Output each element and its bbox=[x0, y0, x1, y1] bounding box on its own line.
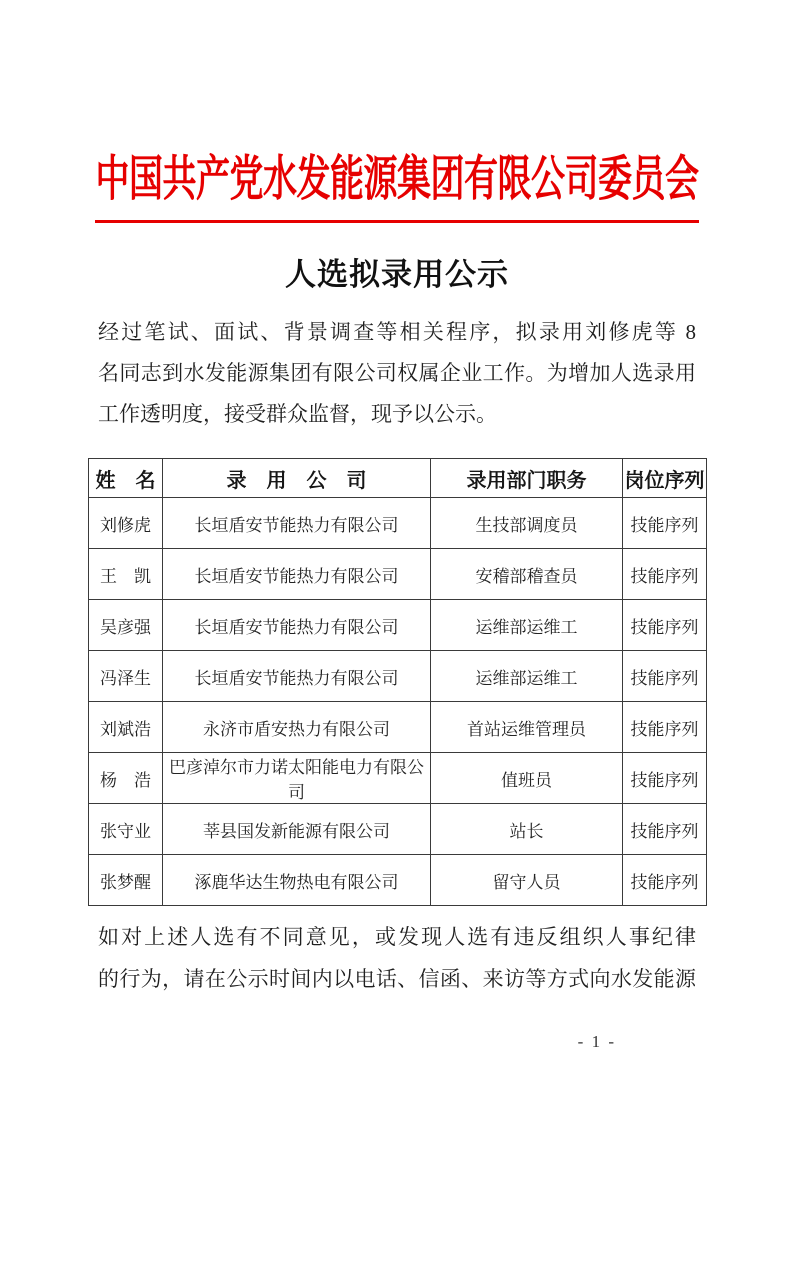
company-cell: 永济市盾安热力有限公司 bbox=[163, 702, 431, 753]
intro-paragraph bbox=[98, 312, 696, 435]
outro-paragraph bbox=[98, 916, 696, 1000]
page-number: - 1 - bbox=[577, 1032, 616, 1051]
name-cell: 张守业 bbox=[89, 804, 163, 855]
name-cell: 冯泽生 bbox=[89, 651, 163, 702]
paragraph-line: 如对上述人选有不同意见，或发现人选有违反组织人事纪律 bbox=[98, 925, 696, 949]
table-row bbox=[89, 651, 707, 702]
sequence-cell: 技能序列 bbox=[623, 702, 707, 753]
company-cell: 长垣盾安节能热力有限公司 bbox=[163, 498, 431, 549]
table-row bbox=[89, 855, 707, 906]
header-name: 姓 名 bbox=[89, 459, 163, 498]
sequence-cell: 技能序列 bbox=[623, 498, 707, 549]
table-row bbox=[89, 753, 707, 804]
sequence-cell: 技能序列 bbox=[623, 753, 707, 804]
name-cell: 刘修虎 bbox=[89, 498, 163, 549]
sequence-cell: 技能序列 bbox=[623, 549, 707, 600]
position-cell: 安稽部稽查员 bbox=[431, 549, 623, 600]
sequence-cell: 技能序列 bbox=[623, 855, 707, 906]
header-company: 录 用 公 司 bbox=[163, 459, 431, 498]
sequence-cell: 技能序列 bbox=[623, 651, 707, 702]
table-row bbox=[89, 600, 707, 651]
position-cell: 生技部调度员 bbox=[431, 498, 623, 549]
doc-title: 人选拟录用公示 bbox=[285, 257, 509, 292]
name-cell: 王 凯 bbox=[89, 549, 163, 600]
sequence-cell: 技能序列 bbox=[623, 600, 707, 651]
position-cell: 留守人员 bbox=[431, 855, 623, 906]
document-page bbox=[88, 145, 706, 1052]
table-row bbox=[89, 498, 707, 549]
position-cell: 运维部运维工 bbox=[431, 651, 623, 702]
company-cell: 长垣盾安节能热力有限公司 bbox=[163, 549, 431, 600]
sequence-cell: 技能序列 bbox=[623, 804, 707, 855]
org-title: 中国共产党水发能源集团有限公司委员会 bbox=[95, 154, 699, 207]
company-cell: 莘县国发新能源有限公司 bbox=[163, 804, 431, 855]
header-position: 录用部门职务 bbox=[431, 459, 623, 498]
table-row bbox=[89, 549, 707, 600]
company-cell: 巴彦淖尔市力诺太阳能电力有限公司 bbox=[163, 753, 431, 804]
table-row bbox=[89, 702, 707, 753]
position-cell: 站长 bbox=[431, 804, 623, 855]
table-header-row bbox=[89, 459, 707, 498]
company-cell: 涿鹿华达生物热电有限公司 bbox=[163, 855, 431, 906]
table-body bbox=[89, 498, 707, 906]
position-cell: 首站运维管理员 bbox=[431, 702, 623, 753]
name-cell: 张梦醒 bbox=[89, 855, 163, 906]
paragraph-line: 工作透明度，接受群众监督，现予以公示。 bbox=[98, 402, 497, 426]
header-sequence: 岗位序列 bbox=[623, 459, 707, 498]
position-cell: 运维部运维工 bbox=[431, 600, 623, 651]
paragraph-line: 名同志到水发能源集团有限公司权属企业工作。为增加人选录用 bbox=[98, 361, 696, 385]
paragraph-line: 的行为，请在公示时间内以电话、信函、来访等方式向水发能源 bbox=[98, 967, 696, 991]
company-cell: 长垣盾安节能热力有限公司 bbox=[163, 651, 431, 702]
hiring-table bbox=[88, 458, 707, 906]
position-cell: 值班员 bbox=[431, 753, 623, 804]
name-cell: 吴彦强 bbox=[89, 600, 163, 651]
paragraph-line: 经过笔试、面试、背景调查等相关程序，拟录用刘修虎等 8 bbox=[98, 320, 696, 344]
name-cell: 杨 浩 bbox=[89, 753, 163, 804]
name-cell: 刘斌浩 bbox=[89, 702, 163, 753]
table-row bbox=[89, 804, 707, 855]
company-cell: 长垣盾安节能热力有限公司 bbox=[163, 600, 431, 651]
